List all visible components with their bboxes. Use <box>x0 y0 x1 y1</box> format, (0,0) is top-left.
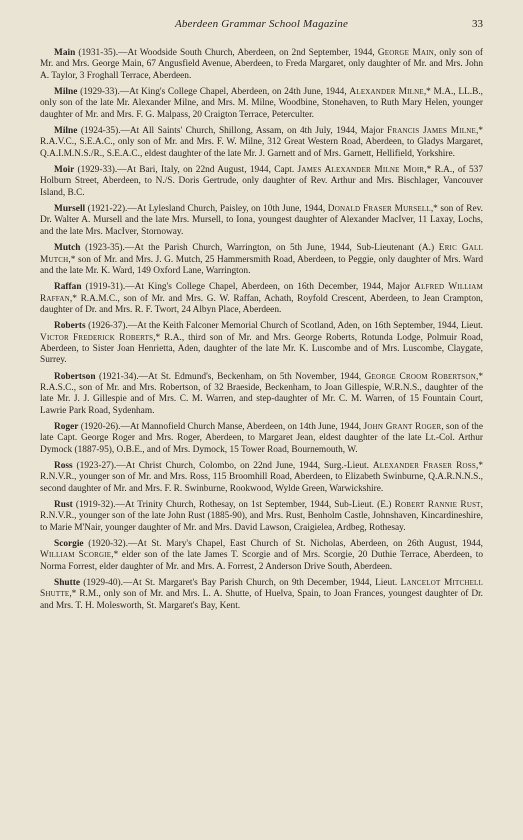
entry-years: (1924-35).—At All Saints' Church, Shillong, Assam, on 4th July, 1944, Major <box>77 126 388 137</box>
entry-years: (1920-26).—At Mannofield Church Manse, Aberdeen, on 14th June, 1944, <box>78 421 364 432</box>
entry-details: , only son of Mr. and Mrs. George Main, 67 Angusfield Avenue, Aberdeen, to Freda Margaret, only daughter of Mr. and Mrs. John A. Taylor, 3 Froghall Terrace, Aberdeen. <box>40 48 484 81</box>
entry-surname: Raffan <box>54 282 82 293</box>
entry-groom: James Alexander Milne Moir <box>297 165 425 176</box>
entry-groom: George Croom Robertson <box>364 371 476 382</box>
entry-years: (1920-32).—At St. Mary's Chapel, East Church of St. Nicholas, Aberdeen, on 26th August, 1944, <box>83 539 483 550</box>
entry-surname: Roger <box>54 421 79 432</box>
entry-milne-francis <box>40 126 483 160</box>
running-title: Aberdeen Grammar School Magazine <box>174 18 349 30</box>
entry-robertson <box>40 372 483 417</box>
entry-years: (1931-35).—At Woodside South Church, Aberdeen, on 2nd September, 1944, <box>75 48 378 58</box>
entry-details: ,* R.A., third son of Mr. and Mrs. George Roberts, Rotunda Lodge, Polmuir Road, Aberdeen, to Sister Joan Henrietta, Aden, daughter of the late Mr. K. Luscombe and of Mrs. Luscombe, Claygate, Surrey. <box>40 332 483 366</box>
page-number: 33 <box>472 18 483 30</box>
entry-groom: William Scorgie <box>40 550 112 561</box>
running-head <box>40 18 483 34</box>
entry-groom: John Grant Roger <box>363 421 442 432</box>
entry-surname: Roberts <box>54 321 86 332</box>
entry-rust <box>40 500 483 534</box>
entry-groom: George Main <box>377 48 434 58</box>
entry-groom: Lancelot Mitchell Shutte <box>40 578 484 600</box>
entry-ross <box>40 461 483 495</box>
entry-surname: Main <box>54 48 76 58</box>
entry-details: ,* son of Rev. Dr. Walter A. Mursell and the late Mrs. Mursell, to Iona, youngest daughter of Alexander MacIver, 11 Laxay, Lochs, and the late Mrs. MacIver, Stornoway. <box>40 204 483 237</box>
entry-groom: Victor Frederick Roberts <box>40 332 154 343</box>
entry-details: ,* son of Mr. and Mrs. J. G. Mutch, 25 Hammersmith Road, Aberdeen, to Peggie, only daughter of Mrs. Ward and the late Mr. K. Ward, 149 Oxford Lane, Warrington. <box>40 254 483 276</box>
entry-years: (1929-33).—At King's College Chapel, Aberdeen, on 24th June, 1944, <box>77 87 350 98</box>
entry-groom: Alexander Milne <box>349 87 424 98</box>
marriage-entries <box>40 48 483 612</box>
entry-years: (1919-31).—At King's College Chapel, Aberdeen, on 16th December, 1944, Major <box>81 282 415 293</box>
entry-scorgie <box>40 539 483 573</box>
entry-details: ,* R.A.S.C., son of Mr. and Mrs. Robertson, of 32 Braeside, Beckenham, to Joan Gillespie, W.R.N.S., daughter of the late Mr. J. J. Gillespie and of Mrs. C. M. Warren, and step-daughter of Mr. C. M. Warren, of 15 Fountain Court, Lawrie Park Road, Sydenham. <box>40 371 483 416</box>
entry-years: (1921-34).—At St. Edmund's, Beckenham, on 5th November, 1944, <box>95 371 365 382</box>
entry-details: , son of the late Capt. George Roger and Mrs. Roger, Aberdeen, to Margaret Jean, eldest daughter of the late Lt.-Col. Arthur Dymock (1887-95), O.B.E., and of Mrs. Dymock, 15 Tower Road, Bournemouth, W. <box>40 421 483 455</box>
entry-years: (1926-37).—At the Keith Falconer Memorial Church of Scotland, Aden, on 16th September, 1944, Lieut. <box>85 321 483 332</box>
entry-groom: Robert Rannie Rust <box>394 500 481 511</box>
entry-roger <box>40 422 483 456</box>
entry-surname: Mursell <box>54 204 86 215</box>
entry-main <box>40 48 483 82</box>
entry-surname: Ross <box>54 461 73 471</box>
entry-details: ,* R.N.V.R., younger son of Mr. and Mrs. Ross, 115 Broomhill Road, Aberdeen, to Elizabeth Swinburne, Q.A.R.N.N.S., second daughter of Mr. and Mrs. F. R. Swinburne, Rookwood, Wylde Green, Warwickshire. <box>40 461 484 494</box>
entry-raffan <box>40 282 483 316</box>
entry-details: ,* R.M., only son of Mr. and Mrs. L. A. Shutte, of Huelva, Spain, to Joan Frances, youngest daughter of Dr. and Mrs. T. H. Molesworth, St. Margaret's Bay, Kent. <box>40 589 483 611</box>
entry-details: ,* elder son of the late James T. Scorgie and of Mrs. Scorgie, 20 Duthie Terrace, Aberdeen, to Norma Forrest, elder daughter of Mr. and Mrs. A. Forrest, 2 Anderson Drive South, Aberdeen. <box>40 550 483 572</box>
entry-surname: Scorgie <box>54 539 84 550</box>
entry-surname: Milne <box>54 126 78 137</box>
entry-groom: Donald Fraser Mursell <box>327 204 431 215</box>
entry-surname: Moir <box>54 165 75 176</box>
entry-groom: Alfred William Raffan <box>40 282 483 304</box>
entry-surname: Robertson <box>54 371 96 382</box>
entry-years: (1923-27).—At Christ Church, Colombo, on 22nd June, 1944, Surg.-Lieut. <box>72 461 373 471</box>
entry-details: , R.N.V.R., younger son of the late John Rust (1885-90), and Mrs. Rust, Benholm Castle, Johnshaven, Kincardineshire, to Marie M'Nair, younger daughter of Mr. and Mrs. David Lawson, Craigielea, Ardbeg, Rothesay. <box>40 500 483 533</box>
entry-groom: Francis James Milne <box>387 126 476 137</box>
entry-groom: Alexander Fraser Ross <box>372 461 476 471</box>
entry-shutte <box>40 578 483 612</box>
entry-years: (1929-33).—At Bari, Italy, on 22nd August, 1944, Capt. <box>74 165 298 176</box>
entry-surname: Mutch <box>54 243 81 254</box>
entry-mursell <box>40 204 483 238</box>
entry-milne-alexander <box>40 87 483 121</box>
entry-details: ,* R.A.M.C., son of Mr. and Mrs. G. W. Raffan, Achath, Royfold Crescent, Aberdeen, to Jean Crampton, daughter of Dr. and Mrs. R. F. Twort, 24 Albyn Place, Aberdeen. <box>40 293 483 315</box>
entry-years: (1929-40).—At St. Margaret's Bay Parish Church, on 9th December, 1944, Lieut. <box>79 578 401 589</box>
entry-mutch <box>40 243 483 277</box>
entry-surname: Rust <box>54 500 73 511</box>
entry-years: (1921-22).—At Lylesland Church, Paisley, on 10th June, 1944, <box>85 204 328 215</box>
entry-details: ,* R.A.V.C., S.E.A.C., only son of Mr. and Mrs. F. W. Milne, 312 Great Western Road, Aberdeen, to Gladys Margaret, Q.A.I.M.N.S./R., S.E.A.C., eldest daughter of the late Mr. J. Garnett and of Mrs. Garnett, Hellifield, Yorkshire. <box>40 126 483 159</box>
entry-years: (1919-32).—At Trinity Church, Rothesay, on 1st September, 1944, Sub-Lieut. (E.) <box>72 500 395 511</box>
entry-years: (1923-35).—At the Parish Church, Warrington, on 5th June, 1944, Sub-Lieutenant (A.) <box>80 243 439 254</box>
entry-surname: Shutte <box>54 578 80 589</box>
entry-moir <box>40 165 483 199</box>
entry-details: ,* R.A., of 537 Holburn Street, Aberdeen, to N./S. Doris Gertrude, only daughter of Rev. Arthur and Mrs. Bischlager, Vancouver Island, B.C. <box>40 165 483 198</box>
entry-surname: Milne <box>54 87 78 98</box>
entry-details: ,* M.A., LL.B., only son of the late Mr. Alexander Milne, and Mrs. M. Milne, Woodbine, Stonehaven, to Ruth Mary Helen, younger daughter of Mr. and Mrs. F. G. Malpass, 20 Craigton Terrace, Peterculter. <box>40 87 483 120</box>
entry-groom: Eric Gall Mutch <box>40 243 483 265</box>
entry-roberts <box>40 321 483 366</box>
